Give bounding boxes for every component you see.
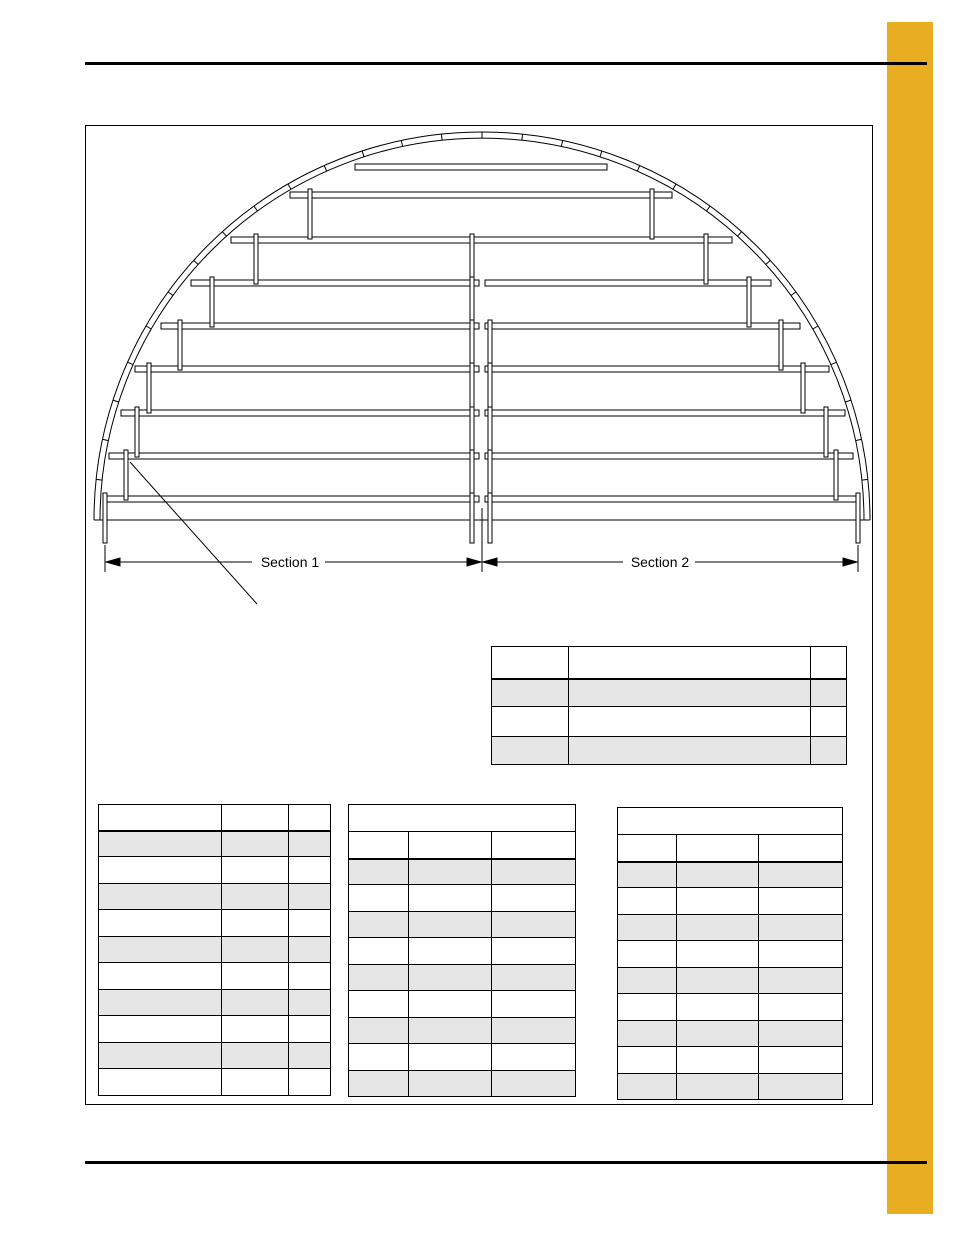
beam-support	[779, 320, 783, 370]
table-row	[99, 857, 331, 884]
floor-beam	[135, 366, 479, 372]
callout-leader-line	[130, 462, 257, 604]
table-row	[618, 1047, 843, 1074]
parts-table-bottom-right	[617, 807, 843, 1100]
section-2-label: Section 2	[630, 554, 690, 570]
wall-sheet-seam	[673, 184, 676, 189]
wall-sheet-seam	[128, 362, 134, 364]
floor-beam	[485, 280, 771, 286]
table-row	[618, 968, 843, 994]
wall-sheet-seam	[146, 326, 151, 329]
wall-sheet-seam	[862, 479, 868, 480]
wall-sheet-seam	[441, 134, 442, 140]
table-row	[618, 1074, 843, 1100]
table-header-row	[99, 805, 331, 831]
wall-sheet-seam	[791, 292, 796, 296]
floor-beam	[121, 410, 479, 416]
table-row	[618, 915, 843, 941]
wall-sheet-seam	[707, 206, 711, 211]
beam-support	[103, 493, 107, 543]
wall-sheet-seam	[288, 184, 291, 189]
table-title-row	[618, 808, 843, 835]
beam-support	[801, 363, 805, 413]
beam-support	[488, 493, 492, 543]
beam-support	[254, 234, 258, 284]
beam-support	[470, 363, 474, 413]
table-row	[99, 990, 331, 1016]
table-row	[349, 1044, 576, 1071]
floor-beam	[485, 496, 858, 502]
wall-sheet-seam	[856, 439, 862, 440]
beam-support	[704, 234, 708, 284]
table-row	[492, 707, 847, 737]
floor-beam	[103, 496, 479, 502]
wall-sheet-seam	[362, 151, 364, 157]
table-row	[618, 941, 843, 968]
wall-sheet-seam	[845, 400, 851, 402]
floor-beam	[290, 192, 672, 198]
wall-sheet-seam	[113, 400, 119, 402]
beam-support	[178, 320, 182, 370]
wall-sheet-seam	[522, 134, 523, 140]
wall-sheet-seam	[254, 206, 258, 211]
table-row	[349, 912, 576, 938]
table-row	[99, 884, 331, 910]
table-row	[99, 937, 331, 963]
table-row	[99, 910, 331, 937]
table-row	[99, 963, 331, 990]
section-1-label: Section 1	[260, 554, 320, 570]
floor-beam	[485, 323, 800, 329]
table-title-row	[349, 805, 576, 832]
table-header-row	[349, 832, 576, 859]
wall-sheet-seam	[96, 479, 102, 480]
wall-sheet-seam	[600, 151, 602, 157]
beam-support	[124, 450, 128, 500]
table-row	[99, 1043, 331, 1069]
floor-beams	[103, 164, 858, 502]
table-row	[349, 859, 576, 885]
wall-sheet-seam	[738, 232, 742, 236]
table-row	[618, 888, 843, 915]
wall-sheet-seam	[401, 141, 402, 147]
wall-sheet-seam	[813, 326, 818, 329]
beam-support	[147, 363, 151, 413]
floor-beam	[485, 410, 845, 416]
table-row	[349, 965, 576, 991]
wall-sheet-seam	[831, 362, 837, 364]
beam-support	[856, 493, 860, 543]
beam-support	[824, 407, 828, 457]
table-row	[349, 1018, 576, 1044]
beam-support	[834, 450, 838, 500]
wall-sheet-seam	[766, 260, 770, 264]
beam-support	[747, 277, 751, 327]
floor-beam	[355, 164, 607, 170]
beam-support	[488, 363, 492, 413]
beam-support	[135, 407, 139, 457]
table-row	[492, 737, 847, 765]
table-row	[349, 991, 576, 1018]
parts-table-bottom-left	[98, 804, 331, 1096]
table-row	[349, 938, 576, 965]
table-row	[492, 679, 847, 707]
table-row	[99, 1016, 331, 1043]
table-row	[99, 831, 331, 857]
table-row	[618, 1021, 843, 1047]
table-row	[349, 1071, 576, 1097]
floor-beam	[485, 366, 829, 372]
beam-support	[308, 189, 312, 239]
table-row	[618, 994, 843, 1021]
beam-support	[650, 189, 654, 239]
wall-sheet-seam	[222, 232, 226, 236]
floor-beam	[485, 453, 853, 459]
parts-table-top-right	[491, 646, 847, 765]
wall-sheet-seam	[561, 141, 562, 147]
table-row	[349, 885, 576, 912]
floor-beam	[109, 453, 479, 459]
table-row	[99, 1069, 331, 1096]
parts-table-bottom-middle	[348, 804, 576, 1097]
beam-support	[470, 493, 474, 543]
wall-sheet-seam	[637, 166, 639, 172]
floor-beam	[161, 323, 479, 329]
wall-sheet-seam	[324, 166, 326, 172]
dimension-lines	[105, 508, 858, 572]
floor-beam	[231, 237, 732, 243]
floor-beam	[191, 280, 479, 286]
table-header-row	[618, 835, 843, 862]
wall-sheet-seam	[103, 439, 109, 440]
wall-sheet-seam	[194, 260, 198, 264]
table-row	[618, 862, 843, 888]
table-header-row	[492, 647, 847, 679]
wall-sheet-seam	[168, 292, 173, 296]
beam-support	[210, 277, 214, 327]
